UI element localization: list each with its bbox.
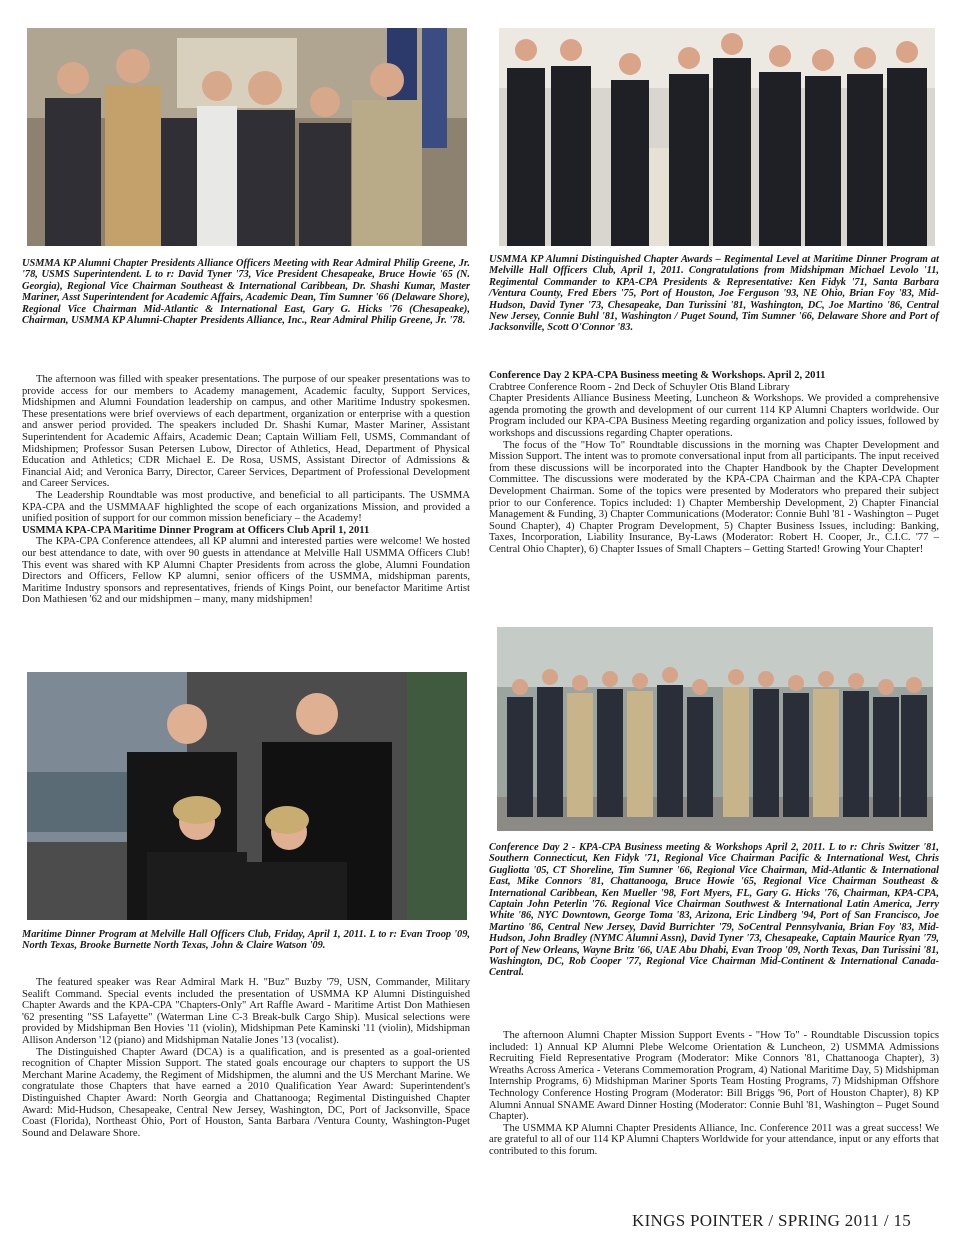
business-meeting-paragraph: Chapter Presidents Alliance Business Meeting, Luncheon & Workshops. We provided a comprehensive agenda promoting the growth and development of our current 114 KP Alumni Chapters worldwide. Our Program included our KPA-CPA Business Meeting regarding organization and policy issues, followed by workshops and discussions regarding Chapter operations. [489, 393, 939, 439]
conference-day2-heading: Conference Day 2 KPA-CPA Business meeting & Workshops. April 2, 2011 [489, 370, 826, 381]
leadership-roundtable-paragraph: The Leadership Roundtable was most productive, and beneficial to all participants. The USMMA KPA-CPA and the USMMAAF highlighted the scope of each organizations Mission, and provided a unified position of support for our common mission beneficiary – the Academy! [22, 489, 470, 525]
dinner-couples-photo [27, 672, 467, 920]
right-body-bottom [489, 1030, 939, 1158]
featured-speaker-paragraph: The featured speaker was Rear Admiral Mark H. "Buz" Buzby '79, USN, Commander, Military Sealift Command. Special events included the presentation of USMMA KP Alumni Distinguished Chapter Awards and the KPA-CPA "Chapters-Only" Art Raffle Award - Maritime Artist Don Mathiesen '62 presenting "SS Lafayette" (Waterman Line C-3 Break-bulk Cargo Ship). Musical selections were provided by Midshipman Ben Hovies '11 (violin), Midshipman Pete Kaminski '11 (violin), Midshipman Allison Anderson '12 (piano) and Midshipman Natalie Jones '13 (vocalist). [22, 977, 470, 1046]
dinner-couples-caption: Maritime Dinner Program at Melville Hall Officers Club, Friday, April 1, 2011. L to r: Evan Troop '09, North Texas, Brooke Burnette North Texas, John & Claire Watson '09. [22, 929, 470, 952]
conference-success-paragraph: The USMMA KP Alumni Chapter Presidents Alliance, Inc. Conference 2011 was a great success! We are grateful to all of our 114 KP Alumni Chapters Worldwide for your attendance, input or any efforts that contributed to this forum. [489, 1122, 939, 1157]
group-photo-caption: Conference Day 2 - KPA-CPA Business meeting & Workshops April 2, 2011. L to r: Chris Switzer '81, Southern Connecticut, Ken Fidyk '71, Regional Vice Chairman Pacific & International West, Chris Gugliotta '05, CT Shoreline, Tim Sumner '66, Regional Vice Chairman, Mid-Atlantic & International East, Mike Connors '81, Chattanooga, Bruce Howie '65, Regional Vice Chairman Southeast & International Caribbean, Ken Mueller '98, Fort Myers, FL, Gary G. Hicks '76, Chairman, KPA-CPA, Captain John Peterlin '76. Regional Vice Chairman Southwest & International Latin America, Jerry White '86, NYC Downtown, George Toma '83, Arizona, Eric Lindberg '94, Port of San Francisco, Joe Martino '86, Central New Jersey, David Burrichter '79, SoCentral Pennsylvania, Brian Foy '83, Mid-Hudson, John Bradley (NYMC Alumni Assn), David Tyner '73, Chesapeake, Captain Maurice Ryan '79, Port of New Orleans, Wayne Britz '66, UAE Abu Dhabi, Evan Troop '09, North Texas, Dan Turissini '81, Washington, DC, Rob Cooper '77, Regional Vice Chairman Mid-Continent & International Canada-Central. [489, 842, 939, 979]
left-body-bottom [22, 977, 470, 1139]
officers-meeting-photo [27, 28, 467, 246]
how-to-roundtable-paragraph: The focus of the "How To" Roundtable discussions in the morning was Chapter Development and Mission Support. The intent was to promote conversational input from all participants. The input received from these discussions will be incorporated into the Chapter Handbook by the Chapter Development Committee. The discussions were moderated by the KPA-CPA Chairman and the KPA-CPA Chapter Development Chairman. Some of the topics were presented by Moderators who prepared their subject prior to our Conference. Topics included: 1) Chapter Membership Development, 2) Chapter Financial Management & Funding, 3) Chapter Communications (Moderator: Connie Buhl '81 - Washington – Puget Sound Chapter), 4) Chapter Program Development, 5) Chapter Business Issues, including: Banking, Taxes, Incorporation, Liability Insurance, By-Laws (Moderator: Robert H. Cooper, Jr., C.I.C. '77 – Central Ohio Chapter), 6) Chapter Issues of Small Chapters – Getting Started! Growing Your Chapter! [489, 439, 939, 555]
conference-venue: Crabtree Conference Room - 2nd Deck of Schuyler Otis Bland Library [489, 381, 790, 393]
speaker-presentations-paragraph: The afternoon was filled with speaker presentations. The purpose of our speaker presentations was to provide access for our members to Academy management, Academic faculty, Support Services, Midshipmen and Alumni Foundation leadership on campus, and other Maritime Industry spokesmen. These presentations were brief overviews of each department, organization or enterprise with a question and answer period provided. The speakers included Dr. Shashi Kumar, Master Mariner, Assistant Superintendent for Academic Affairs, Academic Dean; Captain William Fell, USMS, Commandant of Midshipmen; Professor Susan Petersen Lubow, Director of Athletics, Head, Department of Physical Education and Athletics; CDR Michael E. De Rosa, USMS, Assistant Director of Admissions & Financial Aid; and Veronica Barry, Director, Career Services, Department of Professional Development and Career Services. [22, 374, 470, 490]
group-photo [497, 627, 933, 831]
right-body-top [489, 370, 939, 556]
page-footer: KINGS POINTER / SPRING 2011 / 15 [632, 1211, 912, 1230]
chapter-awards-caption: USMMA KP Alumni Distinguished Chapter Awards – Regimental Level at Maritime Dinner Program at Melville Hall Officers Club, April 1, 2011. Congratulations from Midshipman Michael Levolo '11, Regimental Commander to KPA-CPA Presidents & Representative: Ken Fidyk '71, Santa Barbara /Ventura County, Fred Ebers '75, Port of Houston, Joe Ferguson '93, NE Ohio, Brian Foy '83, Mid-Hudson, David Tyner '73, Chesapeake, Dan Turissini '81, Washington, DC, Joe Martino '86, Central New Jersey, Connie Buhl '81, Washington / Puget Sound, Tim Sumner '66, Delaware Shore and Port of Jacksonville, Scott O'Connor '83. [489, 254, 939, 334]
chapter-awards-photo [499, 28, 935, 246]
dinner-attendance-paragraph: The KPA-CPA Conference attendees, all KP alumni and interested parties were welcome! We hosted our best attendance to date, with over 90 guests in attendance at Melville Hall USMMA Officers Club! This event was shared with KP Alumni Chapter Presidents from across the globe, Alumni Foundation Directors and Officers, Fellow KP alumni, senior officers of the USMMA, midshipman parents, Maritime Industry sponsors and representatives, friends of Kings Point, our benefactor Maritime Artist Don Mathiesen '62 and our midshipmen – many, many midshipmen! [22, 536, 470, 606]
left-body-top [22, 374, 470, 606]
afternoon-events-paragraph: The afternoon Alumni Chapter Mission Support Events - "How To" - Roundtable Discussion topics included: 1) Annual KP Alumni Plebe Welcome Orientation & Luncheon, 2) USMMA Admissions Recruiting Field Representative Program (Moderator: Mike Connors '81, Chattanooga Chapter), 3) Wreaths Across America - Veterans Commemoration Program, 4) National Maritime Day, 5) Midshipman Internship Programs, 6) Midshipman Mariner Sports Team Hosting Programs, 7) Midshipman Offshore Technology Conference Hosting Program (Moderator: Bill Briggs '96, Port of Houston Chapter), 8) KP Alumni Annual SNAME Award Dinner Hosting (Moderator: Connie Buhl '81, Washington – Puget Sound Chapter). [489, 1030, 939, 1123]
dinner-program-heading: USMMA KPA-CPA Maritime Dinner Program at Officers Club April 1, 2011 [22, 524, 370, 536]
officers-meeting-caption: USMMA KP Alumni Chapter Presidents Alliance Officers Meeting with Rear Admiral Philip Greene, Jr. '78, USMS Superintendent. L to r: David Tyner '73, Vice President Chesapeake, Bruce Howie '65 (N. Georgia), Regional Vice Chairman Southeast & International Caribbean, Dr. Shashi Kumar, Master Mariner, Asst Superintendent for Academic Affairs, Academic Dean, Tim Sumner '66 (Delaware Shore), Regional Vice Chairman Mid-Atlantic & International East, Gary G. Hicks '76 (Chesapeake), Chairman, USMMA KP Alumni-Chapter Presidents Alliance, Inc., Rear Admiral Philip Greene, Jr. '78. [22, 258, 470, 327]
distinguished-chapter-award-paragraph: The Distinguished Chapter Award (DCA) is a qualification, and is presented as a goal-oriented recognition of Chapter Mission Support. The stated goals encourage our chapters to support the US Merchant Marine Academy, the Regiment of Midshipmen, the alumni and the US Merchant Marine. We congratulate those Chapters that have earned a 2010 Qualification Year Award: Superintendent's Distinguished Chapter Award: North Georgia and Chattanooga; Regimental Distinguished Chapter Award: Mid-Hudson, Chesapeake, Central New Jersey, Washington, DC, Port of Jacksonville, Space Coast (Florida), Northeast Ohio, Port of Houston, Santa Barbara /Ventura County, Washington-Puget Sound and Delaware Shore. [22, 1046, 470, 1139]
